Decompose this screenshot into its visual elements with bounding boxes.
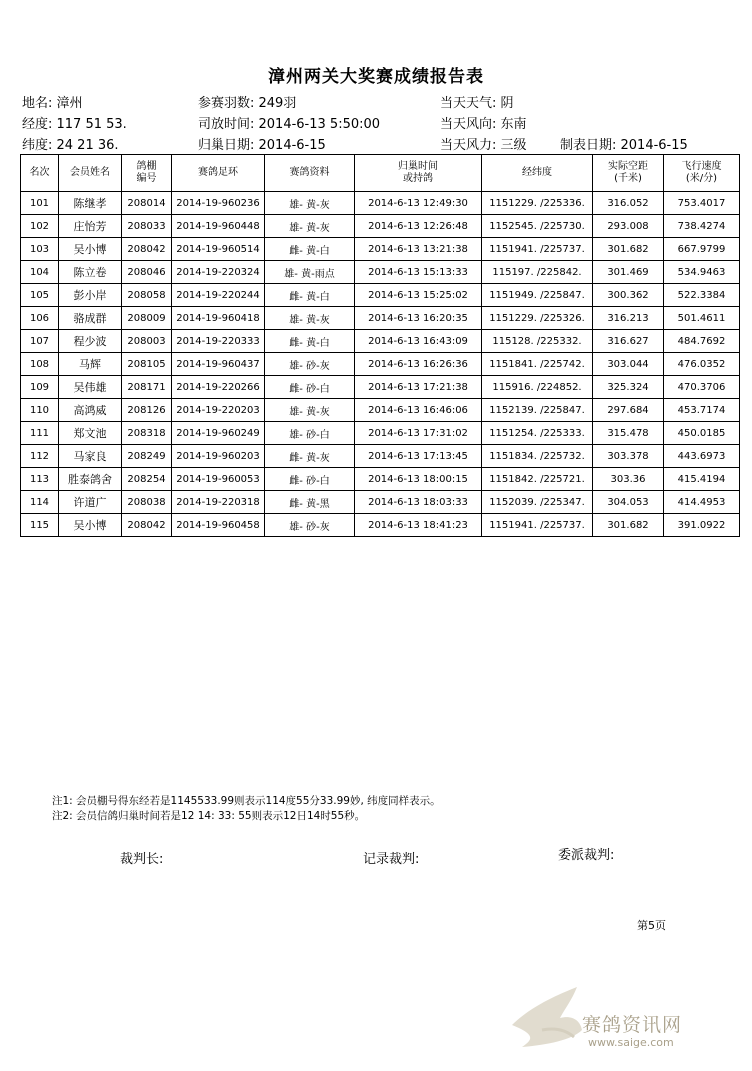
info-longitude: 经度: 117 51 53. [22, 117, 127, 132]
table-row [21, 468, 740, 491]
table-cell: 2014-6-13 17:13:45 [355, 445, 482, 468]
table-row [21, 238, 740, 261]
table-cell: 程少波 [59, 330, 122, 353]
table-cell: 501.4611 [664, 307, 740, 330]
table-cell: 450.0185 [664, 422, 740, 445]
column-header [593, 155, 664, 192]
table-cell: 2014-19-220324 [172, 261, 265, 284]
table-cell: 738.4274 [664, 215, 740, 238]
table-cell: 彭小岸 [59, 284, 122, 307]
table-cell: 208105 [122, 353, 172, 376]
info-made-date: 制表日期: 2014-6-15 [560, 138, 688, 153]
column-header-line: 赛鸽资料 [289, 167, 330, 178]
table-cell: 208058 [122, 284, 172, 307]
report-title: 漳州两关大奖赛成绩报告表 [268, 67, 484, 87]
table-cell: 301.682 [593, 514, 664, 537]
table-row [21, 215, 740, 238]
info-wind-force: 当天风力: 三级 [440, 138, 527, 153]
delegated-referee-label: 委派裁判: [558, 848, 615, 863]
table-cell: 庄怡芳 [59, 215, 122, 238]
column-header-line: 赛鸽足环 [198, 167, 238, 178]
table-cell: 115197. /225842. [482, 261, 593, 284]
column-header-line: (米/分) [685, 173, 718, 184]
table-cell: 雌- 黄-白 [265, 330, 355, 353]
table-cell: 雌- 砂-白 [265, 468, 355, 491]
table-cell: 2014-19-960249 [172, 422, 265, 445]
table-cell: 110 [21, 399, 59, 422]
table-cell: 2014-6-13 16:20:35 [355, 307, 482, 330]
table-cell: 208126 [122, 399, 172, 422]
table-cell: 2014-6-13 15:25:02 [355, 284, 482, 307]
table-cell: 2014-19-960514 [172, 238, 265, 261]
table-cell: 208249 [122, 445, 172, 468]
table-cell: 316.627 [593, 330, 664, 353]
table-cell: 104 [21, 261, 59, 284]
table-cell: 208003 [122, 330, 172, 353]
watermark-site-name: 赛鸽资讯网 [582, 1014, 683, 1036]
table-cell: 1151841. /225742. [482, 353, 593, 376]
column-header [172, 155, 265, 192]
table-cell: 534.9463 [664, 261, 740, 284]
table-cell: 208014 [122, 192, 172, 215]
table-cell: 105 [21, 284, 59, 307]
table-row [21, 330, 740, 353]
watermark-url: www.saige.com [588, 1036, 674, 1049]
info-bird-count: 参赛羽数: 249羽 [198, 96, 297, 111]
column-header-line: 归巢时间 [398, 161, 438, 172]
table-cell: 115 [21, 514, 59, 537]
table-cell: 112 [21, 445, 59, 468]
table-cell: 2014-19-220244 [172, 284, 265, 307]
column-header-line: 名次 [29, 167, 50, 178]
table-cell: 106 [21, 307, 59, 330]
column-header-line: 会员姓名 [70, 167, 110, 178]
table-cell: 453.7174 [664, 399, 740, 422]
table-cell: 吴伟雄 [59, 376, 122, 399]
column-header [21, 155, 59, 192]
table-cell: 107 [21, 330, 59, 353]
table-cell: 2014-19-960236 [172, 192, 265, 215]
table-cell: 雄- 黄-灰 [265, 399, 355, 422]
table-cell: 1152139. /225847. [482, 399, 593, 422]
table-cell: 2014-6-13 18:41:23 [355, 514, 482, 537]
table-cell: 109 [21, 376, 59, 399]
table-cell: 208038 [122, 491, 172, 514]
table-cell: 1152545. /225730. [482, 215, 593, 238]
table-cell: 2014-6-13 12:26:48 [355, 215, 482, 238]
column-header-line: 飞行速度 [681, 161, 722, 172]
table-row [21, 353, 740, 376]
table-cell: 2014-19-220266 [172, 376, 265, 399]
table-cell: 1151254. /225333. [482, 422, 593, 445]
table-cell: 101 [21, 192, 59, 215]
table-row [21, 376, 740, 399]
table-cell: 208033 [122, 215, 172, 238]
table-cell: 301.469 [593, 261, 664, 284]
table-cell: 2014-6-13 15:13:33 [355, 261, 482, 284]
table-cell: 522.3384 [664, 284, 740, 307]
table-cell: 208171 [122, 376, 172, 399]
table-cell: 208042 [122, 514, 172, 537]
table-row [21, 399, 740, 422]
table-cell: 许道广 [59, 491, 122, 514]
table-cell: 115916. /224852. [482, 376, 593, 399]
column-header-line: 编号 [136, 173, 157, 184]
table-cell: 315.478 [593, 422, 664, 445]
results-table [20, 154, 740, 537]
table-cell: 马辉 [59, 353, 122, 376]
table-cell: 753.4017 [664, 192, 740, 215]
recording-referee-label: 记录裁判: [363, 852, 420, 867]
table-row [21, 261, 740, 284]
table-cell: 304.053 [593, 491, 664, 514]
table-cell: 208318 [122, 422, 172, 445]
table-cell: 2014-6-13 16:43:09 [355, 330, 482, 353]
table-cell: 208254 [122, 468, 172, 491]
note-2: 注2: 会员信鸽归巢时间若是12 14: 33: 55则表示12日14时55秒。 [52, 810, 366, 822]
table-cell: 1151834. /225732. [482, 445, 593, 468]
table-cell: 2014-19-220203 [172, 399, 265, 422]
table-cell: 301.682 [593, 238, 664, 261]
table-cell: 113 [21, 468, 59, 491]
table-cell: 2014-19-960053 [172, 468, 265, 491]
table-cell: 马家良 [59, 445, 122, 468]
column-header-line: 经纬度 [522, 167, 552, 178]
table-cell: 414.4953 [664, 491, 740, 514]
table-cell: 2014-19-220318 [172, 491, 265, 514]
table-cell: 郑文池 [59, 422, 122, 445]
table-cell: 2014-19-220333 [172, 330, 265, 353]
table-row [21, 284, 740, 307]
table-cell: 2014-19-960418 [172, 307, 265, 330]
table-cell: 208042 [122, 238, 172, 261]
table-cell: 667.9799 [664, 238, 740, 261]
table-cell: 1151941. /225737. [482, 238, 593, 261]
column-header-line: 实际空距 [608, 161, 648, 172]
note-1: 注1: 会员棚号得东经若是1145533.99则表示114度55分33.99妙, 纬度同样表示。 [52, 795, 441, 807]
table-row [21, 514, 740, 537]
table-cell: 高鸿威 [59, 399, 122, 422]
table-cell: 雌- 黄-白 [265, 238, 355, 261]
table-cell: 雌- 黄-灰 [265, 445, 355, 468]
info-release-time: 司放时间: 2014-6-13 5:50:00 [198, 117, 381, 132]
table-cell: 115128. /225332. [482, 330, 593, 353]
table-cell: 雄- 黄-灰 [265, 307, 355, 330]
table-cell: 297.684 [593, 399, 664, 422]
column-header [59, 155, 122, 192]
column-header [664, 155, 740, 192]
table-header-row [21, 155, 740, 192]
info-return-date: 归巢日期: 2014-6-15 [198, 138, 326, 153]
table-cell: 2014-6-13 12:49:30 [355, 192, 482, 215]
table-cell: 2014-19-960203 [172, 445, 265, 468]
table-cell: 2014-6-13 17:21:38 [355, 376, 482, 399]
table-body [21, 192, 740, 537]
table-cell: 1151941. /225737. [482, 514, 593, 537]
table-row [21, 445, 740, 468]
table-cell: 雌- 黄-白 [265, 284, 355, 307]
table-cell: 雌- 砂-白 [265, 376, 355, 399]
table-cell: 骆成群 [59, 307, 122, 330]
table-cell: 325.324 [593, 376, 664, 399]
column-header-line: 或持鸽 [403, 173, 433, 184]
table-row [21, 192, 740, 215]
table-row [21, 422, 740, 445]
table-cell: 1151229. /225336. [482, 192, 593, 215]
table-cell: 208009 [122, 307, 172, 330]
column-header-line: 鸽棚 [136, 161, 157, 172]
table-cell: 吴小博 [59, 238, 122, 261]
table-cell: 陈立卷 [59, 261, 122, 284]
table-cell: 雄- 黄-雨点 [265, 261, 355, 284]
table-cell: 2014-6-13 16:26:36 [355, 353, 482, 376]
table-cell: 2014-19-960458 [172, 514, 265, 537]
table-cell: 2014-19-960448 [172, 215, 265, 238]
table-cell: 2014-19-960437 [172, 353, 265, 376]
chief-referee-label: 裁判长: [120, 852, 164, 867]
table-cell: 雌- 黄-黑 [265, 491, 355, 514]
table-cell: 胜泰鸽舍 [59, 468, 122, 491]
table-cell: 雄- 砂-灰 [265, 514, 355, 537]
table-cell: 2014-6-13 18:03:33 [355, 491, 482, 514]
table-cell: 雄- 砂-灰 [265, 353, 355, 376]
table-cell: 雄- 黄-灰 [265, 215, 355, 238]
table-cell: 1151229. /225326. [482, 307, 593, 330]
table-cell: 吴小博 [59, 514, 122, 537]
info-location: 地名: 漳州 [22, 96, 83, 111]
page-number: 第5页 [637, 919, 666, 932]
table-cell: 1151949. /225847. [482, 284, 593, 307]
table-cell: 108 [21, 353, 59, 376]
info-latitude: 纬度: 24 21 36. [22, 138, 119, 153]
table-cell: 雄- 砂-白 [265, 422, 355, 445]
info-wind-direction: 当天风向: 东南 [440, 117, 527, 132]
table-row [21, 491, 740, 514]
table-cell: 316.052 [593, 192, 664, 215]
table-cell: 303.36 [593, 468, 664, 491]
info-weather: 当天天气: 阴 [440, 96, 514, 111]
table-cell: 103 [21, 238, 59, 261]
column-header-line: (千米) [614, 173, 642, 184]
table-cell: 2014-6-13 18:00:15 [355, 468, 482, 491]
table-cell: 476.0352 [664, 353, 740, 376]
table-cell: 111 [21, 422, 59, 445]
table-cell: 陈继孝 [59, 192, 122, 215]
column-header [355, 155, 482, 192]
table-cell: 2014-6-13 13:21:38 [355, 238, 482, 261]
table-cell: 2014-6-13 16:46:06 [355, 399, 482, 422]
table-cell: 114 [21, 491, 59, 514]
table-cell: 391.0922 [664, 514, 740, 537]
column-header [122, 155, 172, 192]
table-cell: 303.044 [593, 353, 664, 376]
table-cell: 415.4194 [664, 468, 740, 491]
table-cell: 1151842. /225721. [482, 468, 593, 491]
table-cell: 2014-6-13 17:31:02 [355, 422, 482, 445]
table-cell: 316.213 [593, 307, 664, 330]
table-cell: 300.362 [593, 284, 664, 307]
column-header [482, 155, 593, 192]
table-cell: 293.008 [593, 215, 664, 238]
table-cell: 208046 [122, 261, 172, 284]
column-header [265, 155, 355, 192]
table-row [21, 307, 740, 330]
table-cell: 470.3706 [664, 376, 740, 399]
table-cell: 443.6973 [664, 445, 740, 468]
table-cell: 102 [21, 215, 59, 238]
table-cell: 484.7692 [664, 330, 740, 353]
table-cell: 雄- 黄-灰 [265, 192, 355, 215]
table-cell: 1152039. /225347. [482, 491, 593, 514]
table-cell: 303.378 [593, 445, 664, 468]
